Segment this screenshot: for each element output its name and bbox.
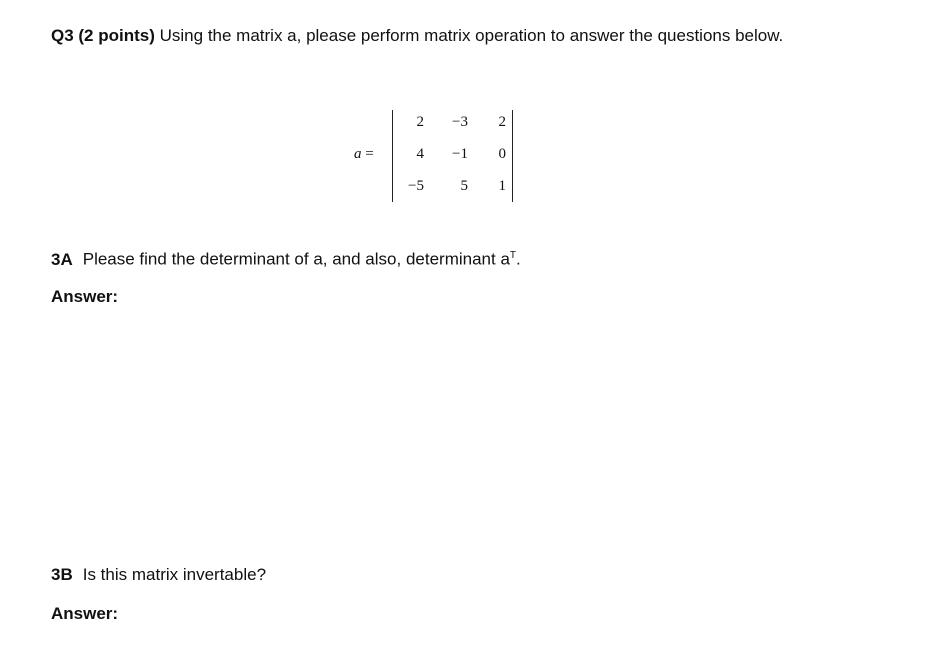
question-3b-number: 3B: [51, 565, 73, 584]
equals-sign: =: [365, 146, 374, 162]
matrix-equation: [354, 110, 524, 204]
answer-label-3a: Answer:: [51, 287, 119, 306]
matrix-cell: 0: [498, 146, 506, 162]
matrix-grid: [396, 114, 510, 200]
question-3a-suffix: .: [516, 249, 521, 269]
matrix-cell: −5: [408, 178, 424, 194]
answer-label-3b: Answer:: [51, 604, 119, 623]
question-3a: [51, 244, 521, 272]
matrix-cell: −3: [452, 114, 468, 130]
determinant-bar-left: [392, 110, 393, 202]
determinant-bar-right: [512, 110, 513, 202]
question-heading: [51, 22, 811, 49]
matrix-cell: 5: [460, 178, 468, 194]
matrix-cell: 1: [498, 178, 506, 194]
matrix-cell: 2: [416, 114, 424, 130]
question-3a-text: Please find the determinant of a, and also, determinant a: [82, 249, 510, 269]
question-label: Q3 (2 points): [51, 26, 155, 45]
question-3b: [51, 563, 266, 587]
matrix-cell: −1: [452, 146, 468, 162]
matrix-cell: 4: [416, 146, 424, 162]
matrix-variable: a: [354, 146, 362, 162]
question-3a-number: 3A: [51, 249, 73, 269]
matrix-cell: 2: [498, 114, 506, 130]
question-3b-text: Is this matrix invertable?: [82, 565, 267, 584]
matrix-lhs: [354, 146, 374, 163]
question-text: Using the matrix a, please perform matrix operation to answer the questions below.: [154, 26, 784, 45]
transpose-superscript: T: [509, 250, 517, 261]
